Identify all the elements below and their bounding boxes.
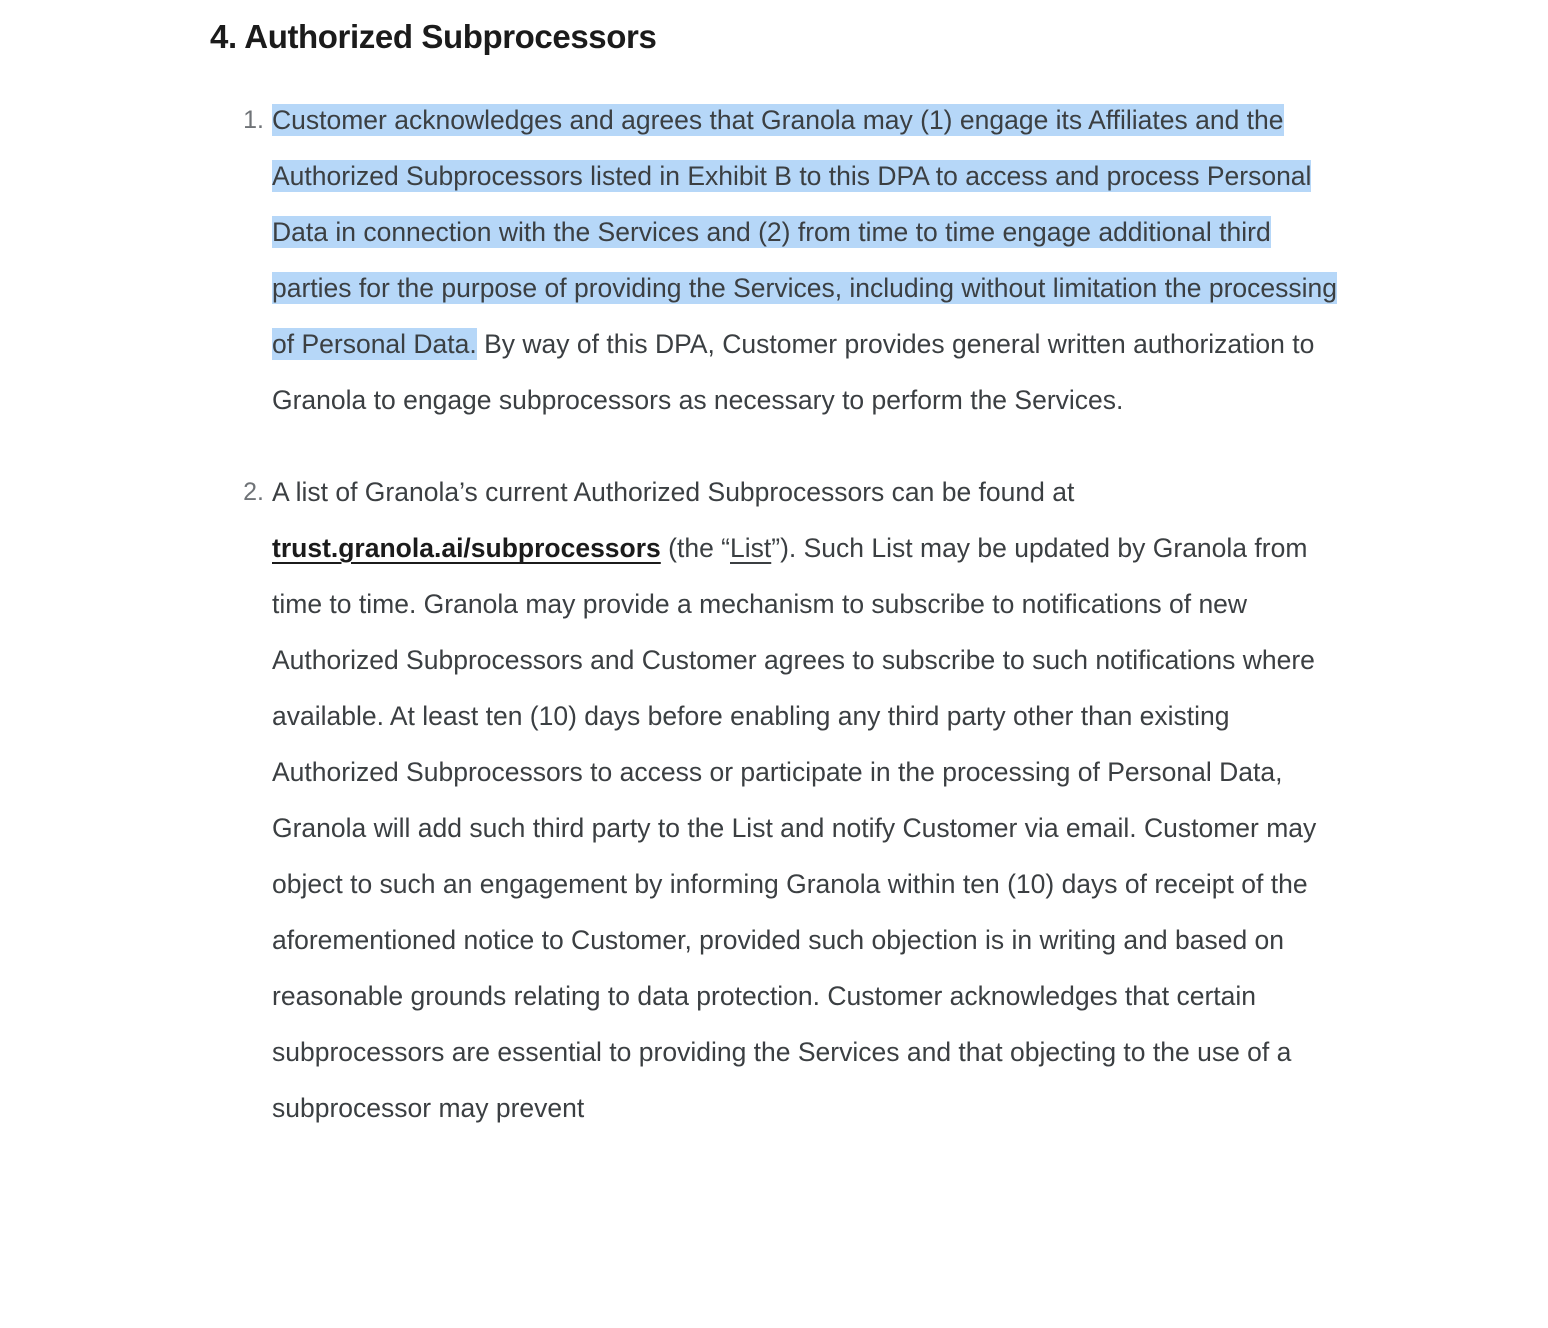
clause-lead-text: A list of Granola’s current Authorized Subprocessors can be found at: [272, 477, 1075, 507]
list-item: [0, 92, 1548, 428]
clause-mid-text-a: (the “: [660, 533, 730, 563]
clause-remainder: By way of this DPA, Customer provides general written authorization to Granola to engage subprocessors as necessary to perform the Services.: [272, 329, 1315, 415]
list-item-marker: 1.: [243, 106, 264, 134]
clause-body: [272, 104, 1337, 415]
subprocessors-link[interactable]: trust.granola.ai/subprocessors: [272, 533, 661, 563]
clause-mid-text-b: ”). Such List may be updated by Granola from time to time. Granola may provide a mechanism to subscribe to notifications of new Authorized Subprocessors and Customer agrees to subscribe to such notifications where available. At least ten (10) days before enabling any third party other than existing Authorized Subprocessors to access or participate in the processing of Personal Data, Granola will add such third party to the List and notify Customer via email. Customer may object to such an engagement by informing Granola within ten (10) days of receipt of the aforementioned notice to Customer, provided such objection is in writing and based on reasonable grounds relating to data protection. Customer acknowledges that certain subprocessors are essential to providing the Services and that objecting to the use of a subprocessor may prevent: [272, 533, 1317, 1123]
clause-body: [272, 477, 1316, 1123]
defined-term-list: List: [730, 533, 772, 563]
page-title: 4. Authorized Subprocessors: [210, 18, 657, 55]
clause-list: [0, 92, 1548, 1136]
list-item-marker: 2.: [243, 478, 264, 506]
highlighted-selection[interactable]: Customer acknowledges and agrees that Granola may (1) engage its Affiliates and the Authorized Subprocessors listed in Exhibit B to this DPA to access and process Personal Data in connection with the Services and (2) from time to time engage additional third parties for the purpose of providing the Services, including without limitation the processing of Personal Data.: [272, 105, 1337, 359]
list-item: [0, 464, 1548, 1136]
